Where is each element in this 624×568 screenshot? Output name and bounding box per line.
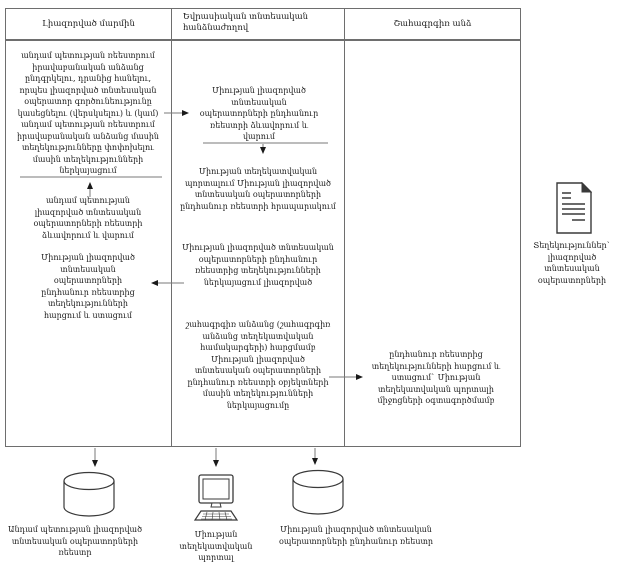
database-icon <box>62 471 116 518</box>
activity-maintain-member-registry: անդամ պետության լիազորված տնտեսական օպերատորների ռեեստրի ձևավորում և վարում <box>33 196 143 240</box>
lane-authorized-body-header: Լիազորված մարմին <box>6 9 171 41</box>
union-registry-label: Միության լիազորված տնտեսական օպերատորների ընդհանուր ռեեստր <box>278 525 434 546</box>
activity-publish-registry: Միության տեղեկատվական պորտալում Միության լիազորված տնտեսական օպերատորների ընդհանուր ռեեստրի հրապարակում <box>180 167 336 211</box>
activity-provide-info: Միության լիազորված տնտեսական օպերատորների ընդհանուր ռեեստրից տեղեկությունների ներկայացում լիազորված <box>182 243 334 287</box>
computer-icon <box>193 474 239 524</box>
member-registry-label: Անդամ պետության լիազորված տնտեսական օպերատորների ռեեստր <box>8 525 142 557</box>
lane-eurasian-commission-header: Եվրասիական տնտեսական հանձնաժողով <box>172 9 344 41</box>
info-portal-label: Միության տեղեկատվական պորտալ <box>179 530 253 562</box>
activity-maintain-union-registry: Միության լիազորված տնտեսական օպերատորների ընդհանուր ռեեստրի ձևավորում և վարում <box>199 86 319 141</box>
document-icon <box>556 182 592 234</box>
database-icon <box>291 469 345 516</box>
activity-provide-on-request: շահագրգիռ անձանց (շահագրգիռ անձանց տեղեկատվական համակարգերի) հարցմամբ Միության լիազորված տնտեսական օպերատորների ընդհանուր ռեեստրի օբյեկտների մասին տեղեկությունների ներկայացումը <box>185 320 331 410</box>
activity-request-receive-info: Միության լիազորված տնտեսական օպերատորների ընդհանուր ռեեստրից տեղեկությունների հարցում և ստացում <box>41 253 135 320</box>
activity-request-via-portal: ընդհանուր ռեեստրից տեղեկությունների հարցում և ստացում` Միության տեղեկատվական պորտալի միջոցների օգտագործմամբ <box>371 350 501 405</box>
activity-submit-info: անդամ պետության ռեեստրում իրավաբանական անձանց ընդգրկելու, դրանից հանելու, որպես լիազորված տնտեսական օպերատոր գործունեությունը կասեցնելու (վերսկսելու) և (կամ) անդամ պետության ռեեստրում իրավաբանական անձանց մասին տեղեկությունները փոփոխելու մասին տեղեկությունների ներկայացում <box>16 51 160 175</box>
aeo-info-document-label: Տեղեկություններ` լիազորված տնտեսական օպերատորների <box>533 241 611 285</box>
lane-interested-person-header: Շահագրգիռ անձ <box>345 9 520 41</box>
